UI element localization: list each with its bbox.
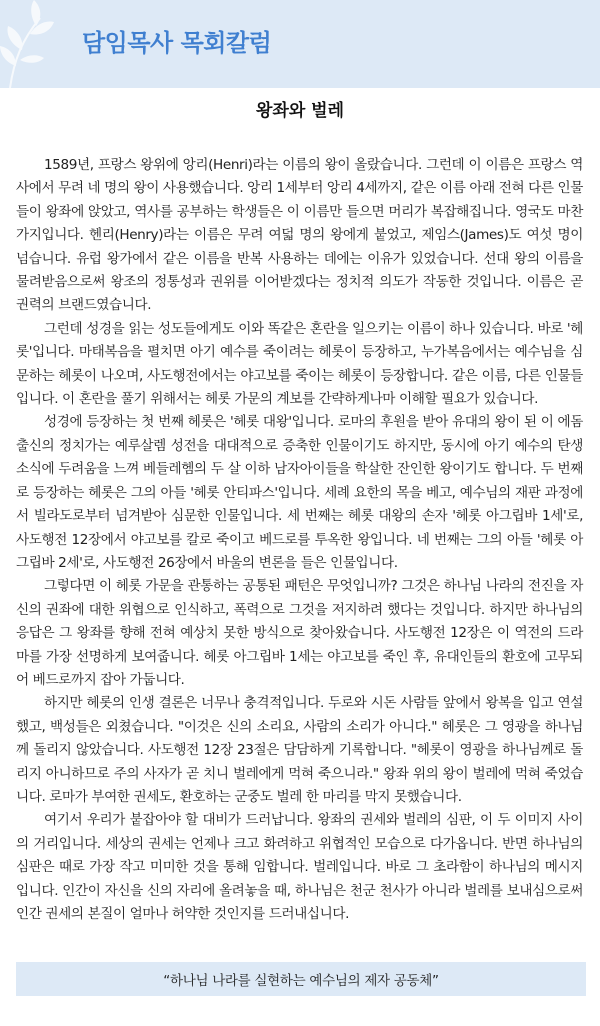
leaf-branch-icon: [0, 0, 70, 88]
article-paragraph: 성경에 등장하는 첫 번째 헤롯은 '헤롯 대왕'입니다. 로마의 후원을 받아 유대의 왕이 된 이 에돔 출신의 정치가는 예루살렘 성전을 대대적으로 증축한 인물이기도 하지만, 동시에 아기 예수의 탄생 소식에 두려움을 느껴 베들레헴의 두 살 이하 남자아이들을 학살한 잔인한 왕이기도 합니다. 두 번째로 등장하는 헤롯은 그의 아들 '헤롯 안티파스'입니다. 세례 요한의 목을 베고, 예수님의 재판 과정에서 빌라도로부터 넘겨받아 심문한 인물입니다. 세 번째는 헤롯 대왕의 손자 '헤롯 아그립바 1세'로, 사도행전 12장에서 야고보를 칼로 죽이고 베드로를 투옥한 왕입니다. 네 번째는 그의 아들 '헤롯 아그립바 2세'로, 사도행전 26장에서 바울의 변론을 들은 인물입니다.: [16, 414, 583, 571]
article-paragraph: 하지만 헤롯의 인생 결론은 너무나 충격적입니다. 두로와 시돈 사람들 앞에서 왕복을 입고 연설했고, 백성들은 외쳤습니다. "이것은 신의 소리요, 사람의 소리가 아니다." 헤롯은 그 영광을 하나님께 돌리지 않았습니다. 사도행전 12장 23절은 담담하게 기록합니다. "헤롯이 영광을 하나님께로 돌리지 아니하므로 주의 사자가 곧 치니 벌레에게 먹혀 죽으니라." 왕좌 위의 왕이 벌레에 먹혀 죽었습니다. 로마가 부여한 권세도, 환호하는 군중도 벌레 한 마리를 막지 못했습니다.: [16, 695, 583, 805]
article-paragraph: 1589년, 프랑스 왕위에 앙리(Henri)라는 이름의 왕이 올랐습니다. 그런데 이 이름은 프랑스 역사에서 무려 네 명의 왕이 사용했습니다. 앙리 1세부터 앙리 4세까지, 같은 이름 아래 전혀 다른 인물들이 왕좌에 앉았고, 역사를 공부하는 학생들은 이 이름만 들으면 머리가 복잡해집니다. 영국도 마찬가지입니다. 헨리(Henry)라는 이름은 무려 여덟 명의 왕에게 붙었고, 제임스(James)도 여섯 명이 넘습니다. 유럽 왕가에서 같은 이름을 반복 사용하는 데에는 이유가 있었습니다. 선대 왕의 이름을 물려받음으로써 왕조의 정통성과 권위를 이어받겠다는 정치적 의도가 작동한 것입니다. 이름은 곧 권력의 브랜드였습니다.: [16, 157, 583, 314]
article-body: [16, 154, 583, 926]
column-header: [0, 0, 600, 88]
article-title: 왕좌와 벌레: [255, 101, 345, 121]
church-motto: “하나님 나라를 실현하는 예수님의 제자 공동체”: [163, 973, 439, 989]
article-paragraph: 그런데 성경을 읽는 성도들에게도 이와 똑같은 혼란을 일으키는 이름이 하나 있습니다. 바로 '헤롯'입니다. 마태복음을 펼치면 아기 예수를 죽이려는 헤롯이 등장하고, 누가복음에서는 예수님을 심문하는 헤롯이 나오며, 사도행전에서는 야고보를 죽이는 헤롯이 등장합니다. 같은 이름, 다른 인물들입니다. 이 혼란을 풀기 위해서는 헤롯 가문의 계보를 간략하게나마 이해할 필요가 있습니다.: [16, 320, 583, 408]
article-paragraph: 여기서 우리가 붙잡아야 할 대비가 드러납니다. 왕좌의 권세와 벌레의 심판, 이 두 이미지 사이의 거리입니다. 세상의 권세는 언제나 크고 화려하고 위협적인 모습으로 다가옵니다. 반면 하나님의 심판은 때로 가장 작고 미미한 것을 통해 임합니다. 벌레입니다. 바로 그 초라함이 하나님의 메시지입니다. 인간이 자신을 신의 자리에 올려놓을 때, 하나님은 천군 천사가 아니라 벌레를 보내심으로써 인간 권세의 본질이 얼마나 허약한 것인지를 드러내십니다.: [16, 812, 583, 922]
footer-banner: [16, 962, 586, 996]
column-header-title: 담임목사 목회칼럼: [82, 29, 272, 57]
article-paragraph: 그렇다면 이 헤롯 가문을 관통하는 공통된 패턴은 무엇입니까? 그것은 하나님 나라의 전진을 자신의 권좌에 대한 위협으로 인식하고, 폭력으로 그것을 저지하려 했다는 것입니다. 하지만 하나님의 응답은 그 왕좌를 향해 전혀 예상치 못한 방식으로 찾아왔습니다. 사도행전 12장은 이 역전의 드라마를 가장 선명하게 보여줍니다. 헤롯 아그립바 1세는 야고보를 죽인 후, 유대인들의 환호에 고무되어 베드로까지 잡아 가둡니다.: [16, 578, 583, 688]
